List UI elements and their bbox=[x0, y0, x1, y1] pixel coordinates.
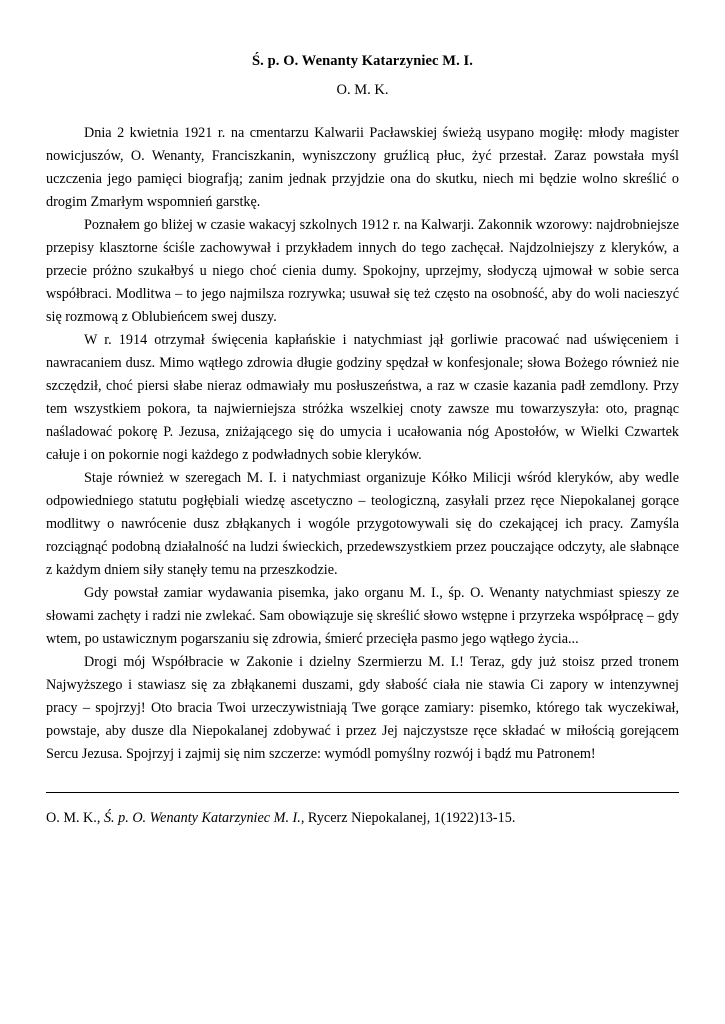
citation-suffix: , Rycerz Niepokalanej, 1(1922)13-15. bbox=[300, 810, 516, 827]
paragraph: Staje również w szeregach M. I. i natychmiast organizuje Kółko Milicji wśród kleryków, aby wedle odpowiedniego statutu pogłębiali wiedzę ascetyczno – teologiczną, zasyłali przez ręce Niepokalanej gorące modlitwy o nawrócenie dusz zbłąkanych i wogóle przygotowywali się do czekającej ich pracy. Zamyśla rozciągnąć podobną działalność na ludzi świeckich, przedewszystkiem przez pouczające odczyty, ale słabnące z każdym dniem siły stanęły temu na przeszkodzie. bbox=[46, 470, 679, 579]
paragraph: Poznałem go bliżej w czasie wakacyj szkolnych 1912 r. na Kalwarji. Zakonnik wzorowy: najdrobniejsze przepisy klasztorne ściśle zachowywał i przykładem innych do tego zachęcał. Najdzolniejszy z kleryków, a przecie próżno szukałbyś u niego choć cienia dumy. Spokojny, uprzejmy, słodyczą ujmował w sobie serca współbraci. Modlitwa – to jego najmilsza rozrywka; usuwał się też często na osobność, aby do woli nacieszyć się rozmową z Oblubieńcem swej duszy. bbox=[46, 217, 679, 326]
paragraph: W r. 1914 otrzymał święcenia kapłańskie i natychmiast jął gorliwie pracować nad uświęceniem i nawracaniem dusz. Mimo wątłego zdrowia długie godziny spędzał w konfesjonale; słowa Bożego również nie szczędził, choć piersi słabe nieraz odmawiały mu posłuszeństwa, a raz w czasie kazania padł zemdlony. Przy tem wszystkiem pokora, ta najwierniejsza stróżka wszelkiej cnoty zawsze mu towarzyszyła: oto, pragnąc naśladować pokorę P. Jezusa, zniżającego się do umycia i ucałowania nóg Apostołów, w Wielki Czwartek całuje i on pokornie nogi każdego z podwładnych sobie kleryków. bbox=[46, 332, 679, 464]
paragraph: Gdy powstał zamiar wydawania pisemka, jako organu M. I., śp. O. Wenanty natychmiast spieszy ze słowami zachęty i radzi nie zwlekać. Sam obowiązuje się skreślić słowo wstępne i przyrzeka współpracę – gdy wtem, po ustawicznym pogarszaniu się zdrowia, śmierć przecięła pasmo jego wątłego życia... bbox=[46, 585, 679, 648]
citation-prefix: O. M. K., bbox=[46, 810, 104, 827]
author-initials: O. M. K. bbox=[336, 81, 389, 98]
document-body bbox=[46, 122, 679, 766]
citation bbox=[46, 807, 679, 830]
citation-title: Ś. p. O. Wenanty Katarzyniec M. I. bbox=[103, 810, 301, 827]
horizontal-divider bbox=[46, 792, 679, 793]
paragraph: Drogi mój Współbracie w Zakonie i dzielny Szermierzu M. I.! Teraz, gdy już stoisz przed tronem Najwyższego i stawiasz się za zbłąkanemi duszami, gdy słabość ciała nie stawia Ci zapory w intenzywnej pracy – spojrzyj! Oto bracia Twoi urzeczywistniają Twe gorące zamiary: pisemko, którego tak wyczekiwał, powstaje, aby dusze dla Niepokalanej zdobywać i przez Jej najczystsze ręce składać w miłością gorejącem Sercu Jezusa. Spojrzyj i zajmij się nim szczerze: wymódl pomyślny rozwój i bądź mu Patronem! bbox=[46, 654, 679, 763]
page-title: Ś. p. O. Wenanty Katarzyniec M. I. bbox=[251, 53, 474, 69]
paragraph: Dnia 2 kwietnia 1921 r. na cmentarzu Kalwarii Pacławskiej świeżą usypano mogiłę: młody magister nowicjuszów, O. Wenanty, Franciszkanin, wyniszczony gruźlicą płuc, żyć przestał. Zaraz powstała myśl uczczenia jego pamięci biografją; zanim jednak przyjdzie ona do skutku, niech mi będzie wolno skreślić o drogim Zmarłym wspomnień garstkę. bbox=[46, 125, 679, 211]
